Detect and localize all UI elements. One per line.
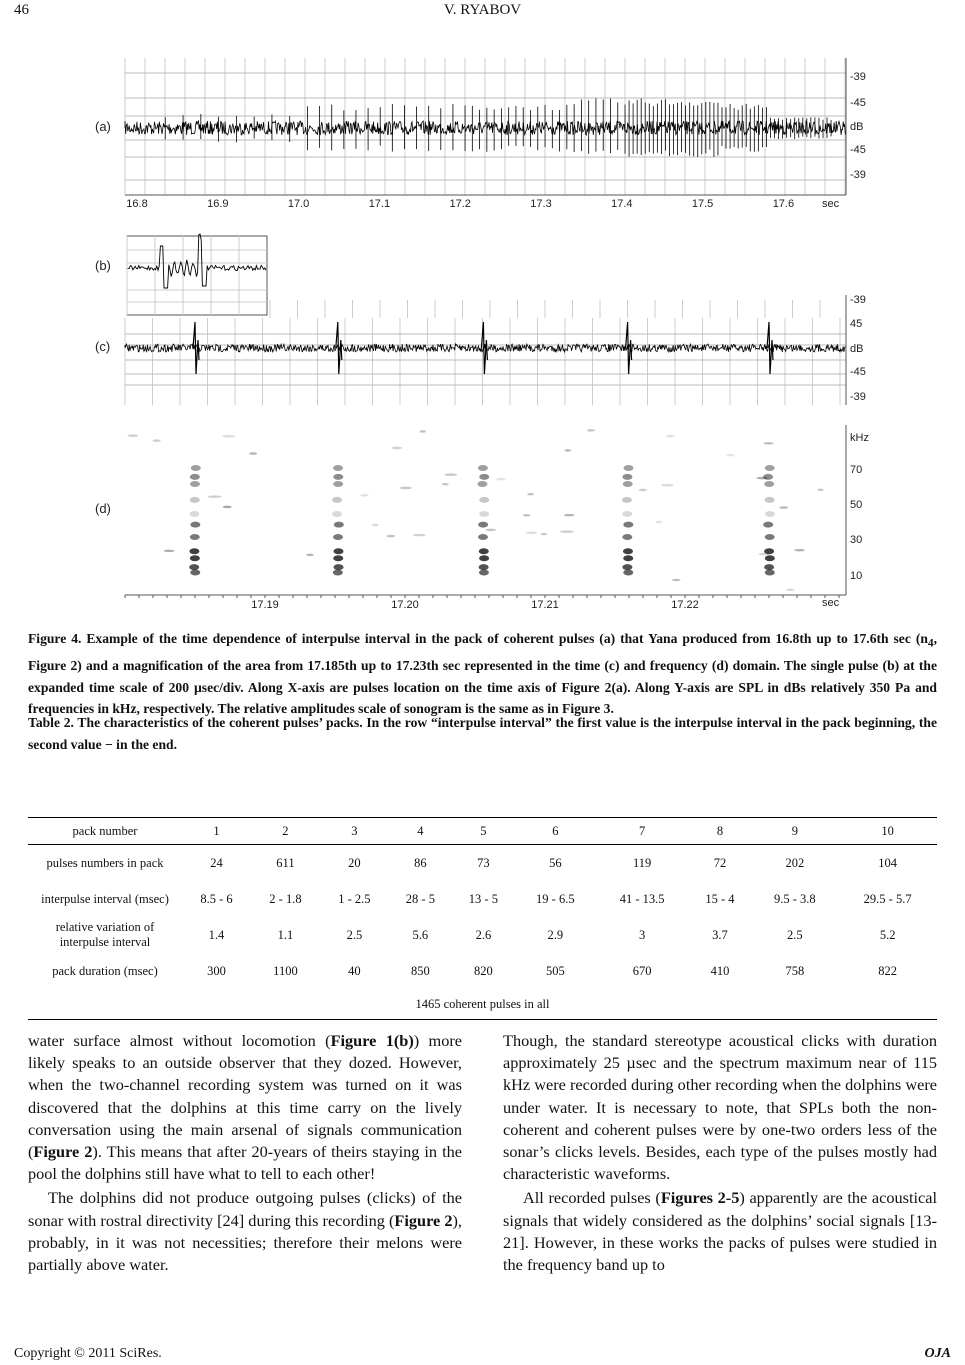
copyright: Copyright © 2011 SciRes. <box>14 1346 162 1361</box>
table-cell: 2 - 1.8 <box>269 891 302 906</box>
spectrogram-blob <box>622 497 632 503</box>
spectrogram-noise <box>392 447 403 450</box>
x-tick-label: 16.9 <box>207 198 229 210</box>
table-cell: 19 - 6.5 <box>536 891 575 906</box>
caption-text: Figure 4. Example of the time dependence of interpulse interval in the pack of coherent pulses (a) that Yana produced from 16.8th up to 17.6th sec (n <box>28 631 928 646</box>
row-label: pulses numbers in pack <box>46 855 164 870</box>
table-cell: 1.1 <box>277 927 294 942</box>
spectrogram-blob <box>333 481 343 487</box>
x-tick-label: 17.5 <box>691 198 714 210</box>
spectrogram-noise <box>399 487 412 490</box>
spectrogram-blob <box>190 497 200 503</box>
spectrogram-blob <box>765 555 775 561</box>
spectrogram-blob <box>479 564 489 570</box>
table-cell: 20 <box>348 855 361 870</box>
spectrogram-noise <box>444 473 457 476</box>
spectrogram-noise <box>661 484 674 487</box>
header-cell: 8 <box>688 818 751 845</box>
spectrogram-blob <box>190 555 200 561</box>
panel-label: (b) <box>95 258 111 273</box>
y-tick-label: -45 <box>850 366 866 378</box>
table-cell: 611 <box>276 855 295 870</box>
spectrogram-blob <box>765 534 775 540</box>
header-cell: 2 <box>251 818 320 845</box>
table-cell: 2.9 <box>547 927 564 942</box>
spectrogram-blob <box>333 474 343 480</box>
table-cell: 24 <box>210 855 223 870</box>
header-cell: 5 <box>452 818 515 845</box>
spectrogram-noise <box>655 521 662 524</box>
table-cell: 758 <box>785 963 805 978</box>
header-cell: pack number <box>28 818 182 845</box>
table-cell: 86 <box>414 855 427 870</box>
header-cell: 7 <box>596 818 689 845</box>
spectrogram-blob <box>623 569 633 575</box>
panel-label: (d) <box>95 501 111 516</box>
spectrogram-noise <box>153 439 161 442</box>
table-footer: 1465 coherent pulses in all <box>28 989 937 1020</box>
row-label: relative variation of interpulse interval <box>55 920 155 949</box>
x-tick-label: 17.22 <box>671 599 699 611</box>
table-row <box>28 953 937 989</box>
table-cell: 2.5 <box>346 927 363 942</box>
table-cell: 8.5 - 6 <box>200 891 233 906</box>
y-tick-label: 10 <box>850 570 863 582</box>
table-footer-row <box>28 989 937 1020</box>
table-cell: 300 <box>207 963 226 978</box>
spectrogram-blob <box>622 534 632 540</box>
spectrogram-noise <box>786 589 795 592</box>
spectrogram-noise <box>306 554 314 557</box>
header-cell: 3 <box>320 818 389 845</box>
spectrogram-noise <box>526 531 538 534</box>
table-cell: 505 <box>545 963 565 978</box>
spectrogram-blob <box>763 522 773 528</box>
spectrogram-noise <box>666 435 674 438</box>
spectrogram-blob <box>477 481 487 487</box>
spectrogram-blob <box>334 522 344 528</box>
spectrogram-blob <box>332 497 342 503</box>
spectrogram-blob <box>479 474 489 480</box>
table-cell: 15 - 4 <box>705 891 735 906</box>
spectrogram-noise <box>527 493 534 496</box>
pulse-c <box>336 322 342 374</box>
x-tick-label: 17.4 <box>611 198 633 210</box>
spectrogram-blob <box>623 548 633 554</box>
spectrogram-noise <box>496 478 505 481</box>
spectrogram-blob <box>479 548 489 554</box>
table-cell: 670 <box>632 963 652 978</box>
spectrogram-noise <box>413 534 426 537</box>
table-row <box>28 881 937 917</box>
table-cell: 73 <box>477 855 490 870</box>
spectrogram-blob <box>334 564 344 570</box>
spectrogram-blob <box>622 474 632 480</box>
x-tick-label: 17.1 <box>368 198 391 210</box>
y-tick-label: -39 <box>850 391 866 403</box>
table-caption: Table 2. The characteristics of the coherent pulses’ packs. In the row “interpulse interval” the first value is the interpulse interval in the pack beginning, the second value − in the end. <box>28 715 937 752</box>
spectrogram-noise <box>127 434 138 437</box>
panel-label: (c) <box>95 339 111 354</box>
table-cell: 1.4 <box>208 927 225 942</box>
y-tick-label: 30 <box>850 534 863 546</box>
y-tick-label: -45 <box>850 97 866 109</box>
x-tick-label: 17.6 <box>772 198 795 210</box>
spectrogram-blob <box>623 522 633 528</box>
x-tick-label: 17.20 <box>391 599 419 611</box>
y-tick-label: kHz <box>850 432 869 444</box>
spectrogram-blob <box>333 555 343 561</box>
spectrogram-noise <box>564 514 575 517</box>
spectrogram-noise <box>779 506 788 509</box>
x-tick-label: 17.21 <box>531 599 559 611</box>
spectrogram-blob <box>332 511 342 517</box>
table-cell: 202 <box>785 855 805 870</box>
spectrogram-blob <box>333 548 343 554</box>
header-cell: 6 <box>515 818 596 845</box>
spectrogram-noise <box>794 549 805 552</box>
y-tick-label: dB <box>850 121 864 133</box>
spectrogram-noise <box>817 489 824 492</box>
spectrogram-noise <box>756 477 767 480</box>
table-cell: 410 <box>710 963 730 978</box>
table-cell: 28 - 5 <box>405 891 435 906</box>
paragraph: Though, the standard stereotype acoustical clicks with duration approximately 25 µsec and the spectrum maximum near of 115 kHz were recorded during other recording when the dolphins were under water. It is necessary to note, that SPLs both the non-coherent and coherent pulses were by one-two orders less of the sonar’s clicks levels. Besides, each type of the pulses mostly had characteristic waveforms. <box>503 1031 937 1184</box>
table-cell: 822 <box>878 963 897 978</box>
paragraph: All recorded pulses (Figures 2-5) apparently are the acoustical signals that widely considered as the dolphins’ social signals [13-21]. However, in these works the packs of pulses were studied in the frequency band up to <box>503 1188 937 1275</box>
panel-label: (a) <box>95 119 111 134</box>
spectrogram-blob <box>189 548 199 554</box>
spectrogram-blob <box>190 522 200 528</box>
spectrogram-blob <box>333 465 343 471</box>
header-cell: 4 <box>389 818 452 845</box>
x-tick-label: 16.8 <box>126 198 148 210</box>
paragraph: water surface almost without locomotion (Figure 1(b)) more likely speaks to an outside observer that they dozed. However, when the two-channel recording system was turned on it was discovered that the dolphins at this time carry on the lively conversation using the main arsenal of signals communication (Figure 2). This means that after 20-years of theirs staying in the pool the dolphins still have what to tell to each other! <box>28 1031 462 1184</box>
spectrogram-blob <box>189 564 199 570</box>
x-tick-label: 17.3 <box>530 198 552 210</box>
spectrogram-blob <box>333 569 343 575</box>
page-number: 46 <box>14 2 29 18</box>
spectrogram-blob <box>479 511 489 517</box>
spectrogram-blob <box>478 534 488 540</box>
table-header-row <box>28 818 937 845</box>
journal-name: OJA <box>924 1346 951 1361</box>
y-tick-label: dB <box>850 343 864 355</box>
y-tick-label: -39 <box>850 294 866 306</box>
spectrogram-noise <box>672 579 680 582</box>
spectrogram-noise <box>764 442 774 445</box>
spectrogram-noise <box>222 435 235 438</box>
spectrogram-blob <box>333 534 343 540</box>
spectrogram-blob <box>190 534 200 540</box>
spectrogram-noise <box>164 550 175 553</box>
table-cell: 9.5 - 3.8 <box>774 891 816 906</box>
left-column <box>28 1030 462 1276</box>
spectrogram-blob <box>190 474 200 480</box>
spectrogram-blob <box>190 481 200 487</box>
figure-caption <box>28 628 937 720</box>
x-unit-label: sec <box>822 198 840 210</box>
table-cell: 3 <box>638 927 646 942</box>
spectrogram-noise <box>442 483 449 486</box>
spectrogram-blob <box>623 481 633 487</box>
spectrogram-noise <box>485 529 496 532</box>
table-cell: 820 <box>474 963 493 978</box>
spectrogram-blob <box>764 564 774 570</box>
spectrogram-blob <box>189 511 199 517</box>
spectrogram-blob <box>765 569 775 575</box>
table-cell: 104 <box>878 855 897 870</box>
spectrogram-blob <box>190 569 200 575</box>
spectrogram-blob <box>479 497 489 503</box>
figure-4 <box>0 0 965 625</box>
caption-subscript: 4 <box>927 637 934 650</box>
table-cell: 56 <box>549 855 562 870</box>
pulse-c <box>626 322 632 374</box>
spectrogram-noise <box>387 535 395 538</box>
y-tick-label: 50 <box>850 499 863 511</box>
table-cell: 40 <box>348 963 361 978</box>
spectrogram-noise <box>420 430 426 433</box>
table-cell: 72 <box>713 855 727 870</box>
running-head: V. RYABOV <box>443 2 522 18</box>
table-cell: 41 - 13.5 <box>619 891 665 906</box>
spectrogram-noise <box>540 533 547 536</box>
x-unit-label: sec <box>822 597 840 609</box>
header-cell: 10 <box>838 818 937 845</box>
spectrogram-blob <box>479 569 489 575</box>
y-tick-label: 45 <box>850 318 863 330</box>
table-2 <box>28 817 937 1020</box>
table-cell: 13 - 5 <box>468 891 498 906</box>
table-cell: 2.6 <box>475 927 492 942</box>
spectrogram-noise <box>759 553 770 556</box>
y-tick-label: -39 <box>850 71 866 83</box>
table-cell: 1 - 2.5 <box>338 891 371 906</box>
y-tick-label: 70 <box>850 464 863 476</box>
spectrogram-blob <box>764 481 774 487</box>
spectrogram-noise <box>639 489 647 492</box>
spectrogram-noise <box>587 429 595 432</box>
spectrogram-noise <box>360 494 369 497</box>
spectrogram-blob <box>624 465 634 471</box>
spectrogram-blob <box>765 465 775 471</box>
spectrogram-noise <box>523 514 531 517</box>
header-cell: 1 <box>182 818 251 845</box>
spectrogram-blob <box>765 511 775 517</box>
y-tick-label: -45 <box>850 144 866 156</box>
table-cell: 2.5 <box>787 927 803 942</box>
table-cell: 1100 <box>273 963 298 978</box>
table-cell: 29.5 - 5.7 <box>863 891 912 906</box>
table-cell: 5.6 <box>412 927 429 942</box>
table-cell: 3.7 <box>712 927 728 942</box>
caption-text-2: , Figure 2) and a magnification of the area from 17.185th up to 17.23th sec represented in the time (c) and frequency (d) domain. The single pulse (b) at the expanded time scale of 200 µsec/div. Along X-axis are pulses location on the time axis of Figure 2(a). Along Y-axis are SPL in dBs relatively 350 Pa and frequencies in kHz, respectively. The relative amplitudes scale of sonogram is the same as in Figure 3. <box>28 631 937 717</box>
x-tick-label: 17.0 <box>287 198 310 210</box>
spectrogram-noise <box>223 506 232 509</box>
y-tick-label: -39 <box>850 169 866 181</box>
spectrogram-blob <box>622 564 632 570</box>
spectrogram-blob <box>765 497 775 503</box>
spectrogram-blob <box>191 465 201 471</box>
x-tick-label: 17.19 <box>251 599 279 611</box>
spectrogram-blob <box>478 522 488 528</box>
table-cell: 5.2 <box>879 927 896 942</box>
spectrogram-noise <box>208 495 222 498</box>
table-cell: 850 <box>410 963 430 978</box>
spectrogram-blob <box>478 465 488 471</box>
spectrogram-blob <box>622 511 632 517</box>
header-cell: 9 <box>751 818 838 845</box>
table-row <box>28 917 937 953</box>
right-column <box>503 1030 937 1276</box>
spectrogram-noise <box>726 454 734 457</box>
spectrogram-blob <box>479 555 489 561</box>
row-label: interpulse interval (msec) <box>41 891 169 906</box>
spectrogram-noise <box>372 524 379 527</box>
spectrogram-noise <box>560 530 574 533</box>
paragraph: The dolphins did not produce outgoing pulses (clicks) of the sonar with rostral directivity [24] during this recording (Figure 2), probably, in it was not necessities; therefore their melons were partially above water. <box>28 1188 462 1275</box>
table-cell: 119 <box>632 855 652 870</box>
spectrogram-blob <box>623 555 633 561</box>
x-tick-label: 17.2 <box>449 198 471 210</box>
row-label: pack duration (msec) <box>52 963 158 978</box>
spectrogram-noise <box>249 452 257 455</box>
table-row <box>28 845 937 882</box>
spectrogram-noise <box>564 449 571 452</box>
